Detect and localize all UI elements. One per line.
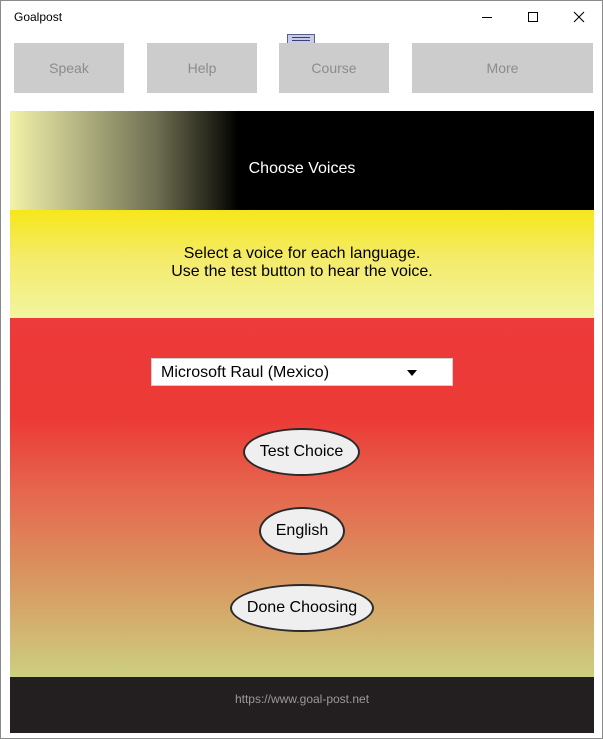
maximize-icon [527,11,539,23]
minimize-button[interactable] [464,1,510,33]
page-header [10,111,594,210]
close-icon [573,11,585,23]
maximize-button[interactable] [510,1,556,33]
language-button[interactable]: English [259,507,345,555]
course-button[interactable]: Course [279,43,389,93]
title-bar [1,1,602,33]
close-button[interactable] [556,1,602,33]
app-title: Goalpost [14,10,63,24]
website-link[interactable]: https://www.goal-post.net [234,692,370,706]
test-choice-button[interactable]: Test Choice [243,428,360,476]
voice-panel [10,318,594,677]
footer [10,677,594,733]
voice-select[interactable] [151,358,453,386]
instructions-panel [10,210,594,318]
voice-select-value: Microsoft Raul (Mexico) [161,364,330,381]
instructions-line-2: Use the test button to hear the voice. [171,263,433,280]
more-button[interactable]: More [412,43,593,93]
chevron-down-icon [407,370,417,376]
instructions-text [10,245,594,281]
instructions-line-1: Select a voice for each language. [183,245,421,262]
minimize-icon [481,11,493,23]
speak-button[interactable]: Speak [14,43,124,93]
done-choosing-button[interactable]: Done Choosing [230,584,374,632]
help-button[interactable]: Help [147,43,257,93]
page-title: Choose Voices [248,160,356,177]
